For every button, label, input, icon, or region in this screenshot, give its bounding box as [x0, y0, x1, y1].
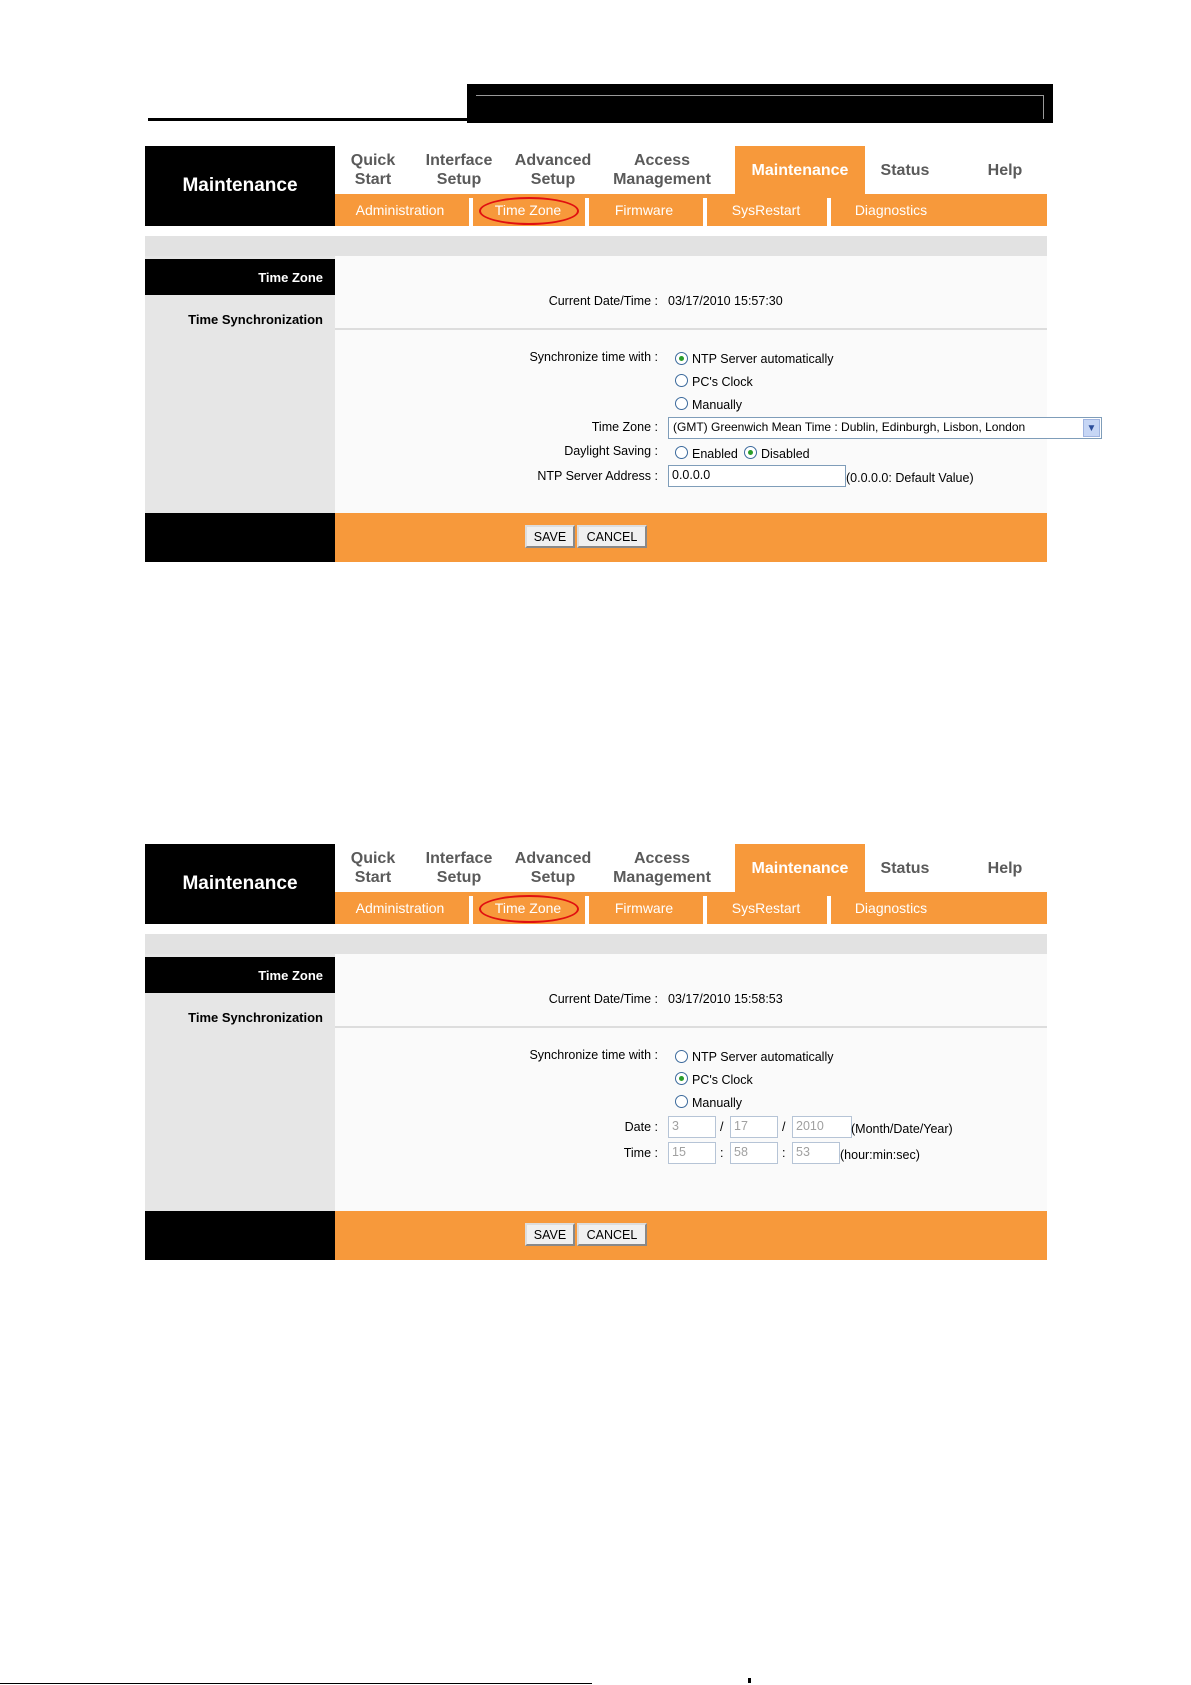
date-separator: /	[720, 1120, 724, 1134]
subnav-diagnostics[interactable]: Diagnostics	[854, 202, 928, 218]
time-minute-input[interactable]: 58	[730, 1142, 778, 1164]
sub-navigation	[335, 892, 1047, 924]
date-day-input[interactable]: 17	[730, 1116, 778, 1138]
nav-advanced-setup[interactable]: Advanced Setup	[514, 850, 592, 886]
radio-pc-clock-label: PC's Clock	[692, 1073, 753, 1087]
nav-access-management[interactable]: Access Management	[613, 850, 711, 886]
radio-daylight-enabled[interactable]	[675, 446, 688, 459]
time-hour-input[interactable]: 15	[668, 1142, 716, 1164]
subnav-firmware[interactable]: Firmware	[614, 900, 674, 916]
nav-help[interactable]: Help	[987, 859, 1023, 877]
time-separator: :	[720, 1146, 724, 1160]
time-format-hint: (hour:min:sec)	[840, 1148, 920, 1162]
top-navigation	[335, 844, 1047, 892]
ntp-server-hint: (0.0.0.0: Default Value)	[846, 471, 974, 485]
footer-left	[145, 1211, 335, 1260]
radio-daylight-enabled-label: Enabled	[692, 447, 738, 461]
radio-manually[interactable]	[675, 1095, 688, 1108]
top-navigation	[335, 146, 1047, 194]
nav-help[interactable]: Help	[987, 161, 1023, 179]
time-zone-selected-value: (GMT) Greenwich Mean Time : Dublin, Edinburgh, Lisbon, London	[673, 420, 1026, 434]
page-footer-rule	[0, 1683, 592, 1684]
nav-maintenance[interactable]: Maintenance	[735, 844, 865, 892]
date-month-input[interactable]: 3	[668, 1116, 716, 1138]
subnav-administration[interactable]: Administration	[355, 202, 445, 218]
radio-manually[interactable]	[675, 397, 688, 410]
time-separator: :	[782, 1146, 786, 1160]
nav-quick-start[interactable]: Quick Start	[350, 152, 396, 188]
cancel-button[interactable]: CANCEL	[577, 1223, 647, 1246]
footer-bar	[335, 1211, 1047, 1260]
current-datetime-label: Current Date/Time :	[548, 294, 658, 308]
time-zone-label: Time Zone :	[591, 420, 658, 434]
time-zone-select[interactable]	[668, 417, 1102, 439]
radio-manually-label: Manually	[692, 398, 743, 412]
left-label-time-sync: Time Synchronization	[188, 1010, 323, 1025]
radio-ntp-server-label: NTP Server automatically	[692, 1050, 834, 1064]
content-divider	[335, 1026, 1047, 1028]
save-button[interactable]: SAVE	[525, 1223, 575, 1246]
radio-pc-clock[interactable]	[675, 1072, 688, 1085]
section-title: Maintenance	[145, 146, 335, 226]
radio-daylight-disabled[interactable]	[744, 446, 757, 459]
header-rule	[148, 118, 468, 121]
daylight-saving-label: Daylight Saving :	[564, 444, 658, 458]
nav-access-management[interactable]: Access Management	[613, 152, 711, 188]
radio-manually-label: Manually	[692, 1096, 743, 1110]
nav-interface-setup[interactable]: Interface Setup	[425, 152, 493, 188]
nav-maintenance[interactable]: Maintenance	[735, 146, 865, 194]
nav-advanced-setup[interactable]: Advanced Setup	[514, 152, 592, 188]
radio-daylight-disabled-label: Disabled	[761, 447, 810, 461]
subnav-sysrestart[interactable]: SysRestart	[731, 900, 801, 916]
subnav-sysrestart[interactable]: SysRestart	[731, 202, 801, 218]
date-format-hint: (Month/Date/Year)	[851, 1122, 953, 1136]
subnav-time-zone[interactable]: Time Zone	[494, 900, 562, 916]
grey-strip	[145, 236, 1047, 256]
nav-quick-start[interactable]: Quick Start	[350, 850, 396, 886]
current-datetime-label: Current Date/Time :	[548, 992, 658, 1006]
header-bar-inner	[476, 95, 1044, 119]
ntp-server-input[interactable]: 0.0.0.0	[668, 465, 846, 487]
left-label-time-sync: Time Synchronization	[188, 312, 323, 327]
highlight-circle	[479, 895, 579, 923]
subnav-firmware[interactable]: Firmware	[614, 202, 674, 218]
time-second-input[interactable]: 53	[792, 1142, 840, 1164]
current-datetime-value: 03/17/2010 15:58:53	[668, 992, 783, 1006]
date-year-input[interactable]: 2010	[792, 1116, 852, 1138]
footer-bar	[335, 513, 1047, 562]
time-label: Time :	[623, 1146, 658, 1160]
left-label-time-zone: Time Zone	[145, 957, 335, 993]
date-separator: /	[782, 1120, 786, 1134]
nav-interface-setup[interactable]: Interface Setup	[425, 850, 493, 886]
radio-ntp-server[interactable]	[675, 352, 688, 365]
content-divider	[335, 328, 1047, 330]
screenshot-pc-clock-mode	[145, 844, 1047, 1260]
date-label: Date :	[624, 1120, 658, 1134]
section-title: Maintenance	[145, 844, 335, 924]
grey-strip	[145, 934, 1047, 954]
nav-status[interactable]: Status	[880, 859, 930, 877]
sync-label: Synchronize time with :	[529, 350, 658, 364]
subnav-time-zone[interactable]: Time Zone	[494, 202, 562, 218]
radio-ntp-server[interactable]	[675, 1050, 688, 1063]
ntp-server-label: NTP Server Address :	[537, 469, 658, 483]
highlight-circle	[479, 197, 579, 225]
screenshot-ntp-mode	[145, 146, 1097, 562]
radio-pc-clock-label: PC's Clock	[692, 375, 753, 389]
subnav-separator	[469, 198, 473, 226]
sync-label: Synchronize time with :	[529, 1048, 658, 1062]
nav-status[interactable]: Status	[880, 161, 930, 179]
footer-left	[145, 513, 335, 562]
subnav-separator	[469, 896, 473, 924]
subnav-diagnostics[interactable]: Diagnostics	[854, 900, 928, 916]
chevron-down-icon[interactable]: ▼	[1083, 419, 1100, 437]
radio-pc-clock[interactable]	[675, 374, 688, 387]
subnav-administration[interactable]: Administration	[355, 900, 445, 916]
save-button[interactable]: SAVE	[525, 525, 575, 548]
radio-ntp-server-label: NTP Server automatically	[692, 352, 834, 366]
page-footer-mark	[748, 1678, 751, 1683]
left-label-time-zone: Time Zone	[145, 259, 335, 295]
sub-navigation	[335, 194, 1047, 226]
cancel-button[interactable]: CANCEL	[577, 525, 647, 548]
current-datetime-value: 03/17/2010 15:57:30	[668, 294, 783, 308]
